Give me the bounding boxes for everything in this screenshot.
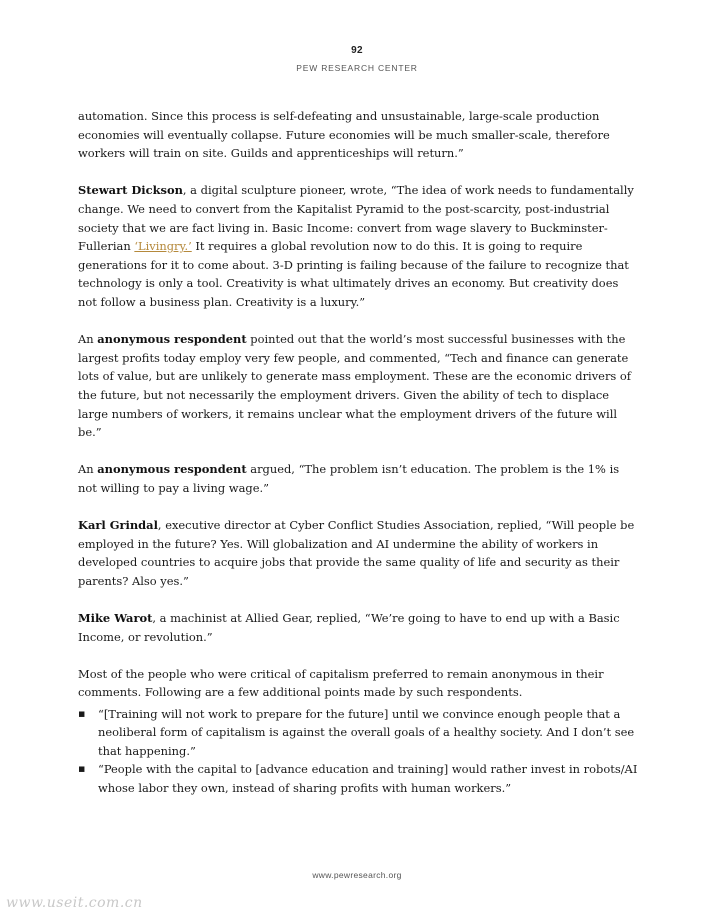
intro-text: An (78, 462, 98, 477)
paragraph-6 (78, 609, 640, 646)
livingry-link[interactable]: ‘Livingry.’ (134, 239, 192, 254)
watermark: www.useit.com.cn (6, 895, 143, 911)
paragraph-1: automation. Since this process is self-defeating and unsustainable, large-scale production economies will eventually collapse. Future economies will be much smaller-scale, therefore workers will train on site. Guilds and apprenticeships will return.” (78, 109, 610, 161)
document-body (78, 107, 640, 798)
bullet-list (78, 705, 640, 798)
paragraph-2 (78, 181, 640, 311)
respondent-name: Stewart Dickson (78, 183, 183, 198)
list-item: ▪ “[Training will not work to prepare for the future] until we convince enough people that a neoliberal form of capitalism is against the overall goals of a healthy society. And I don’t see that happening.” (78, 705, 640, 761)
paragraph-4 (78, 460, 640, 497)
quote-text: argued, “The problem isn’t education. The problem is the 1% is not willing to pay a living wage.” (78, 462, 620, 495)
footer-url: www.pewresearch.org (312, 870, 402, 880)
intro-text: An (78, 332, 98, 347)
quote-text: , a machinist at Allied Gear, replied, “We’re going to have to end up with a Basic Income, or revolution.” (78, 611, 620, 644)
page-header (0, 45, 714, 73)
quote-text: It requires a global revolution now to do this. It is going to require generations for it to come about. 3-D printing is failing because of the failure to recognize that technology is only a tool. Creativity is what ultimately drives an economy. But creativity does not follow a business plan. Creativity is a luxury.” (78, 239, 629, 309)
respondent-name: anonymous respondent (97, 462, 247, 477)
respondent-name: anonymous respondent (97, 332, 247, 347)
paragraph-5 (78, 516, 640, 590)
quote-text: , executive director at Cyber Conflict Studies Association, replied, “Will people be employed in the future? Yes. Will globalization and AI undermine the ability of workers in developed countries to acquire jobs that provide the same quality of life and security as their parents? Also yes.” (78, 518, 635, 588)
quote-text: pointed out that the world’s most successful businesses with the largest profits today employ very few people, and commented, “Tech and finance can generate lots of value, but are unlikely to generate mass employment. These are the economic drivers of the future, but not necessarily the employment drivers. Given the ability of tech to displace large numbers of workers, it remains unclear what the employment drivers of the future will be.” (78, 332, 632, 440)
respondent-name: Mike Warot (78, 611, 153, 626)
respondent-name: Karl Grindal (78, 518, 158, 533)
list-item: ▪ “People with the capital to [advance education and training] would rather invest in robots/AI whose labor they own, instead of sharing profits with human workers.” (78, 760, 640, 797)
page-number: 92 (351, 45, 363, 56)
quote-text: , a digital sculpture pioneer, wrote, “The idea of work needs to fundamentally change. We need to convert from the Kapitalist Pyramid to the post-scarcity, post-industrial society that we are fact living in. Basic Income: convert from wage slavery to Buckminster-Fullerian (78, 183, 634, 254)
paragraph-7: Most of the people who were critical of capitalism preferred to remain anonymous in their comments. Following are a few additional points made by such respondents. (78, 666, 604, 700)
organization-name: PEW RESEARCH CENTER (296, 63, 418, 73)
paragraph-3 (78, 330, 640, 442)
